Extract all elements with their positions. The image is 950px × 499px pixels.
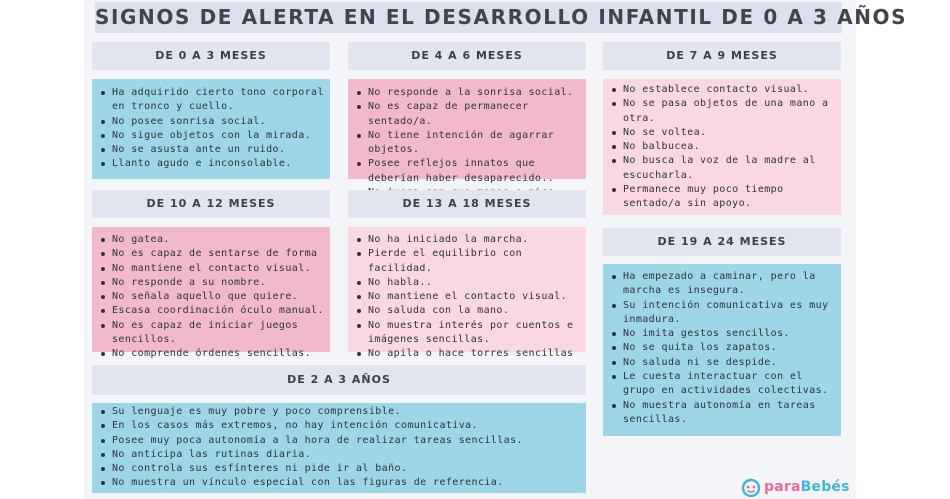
signs-list: [609, 270, 835, 427]
list-item: No tiene intención de agarrar objetos.: [354, 129, 580, 158]
list-item: No señala aquello que quiere.: [98, 290, 324, 304]
list-item: Posee reflejos innatos que deberían haber desaparecido..: [354, 157, 580, 186]
list-item: No apila o hace torres sencillas: [354, 347, 580, 361]
infographic-title: SIGNOS DE ALERTA EN EL DESARROLLO INFANTIL DE 0 A 3 AÑOS: [95, 5, 908, 29]
list-item: En los casos más extremos, no hay intención comunicativa.: [98, 419, 580, 433]
logo-text-para: para: [764, 479, 801, 495]
list-item: No saluda ni se despide.: [609, 356, 835, 370]
signs-list: [354, 233, 580, 362]
signs-list: [98, 86, 324, 172]
list-item: No ha iniciado la marcha.: [354, 233, 580, 247]
list-item: Escasa coordinación óculo manual.: [98, 304, 324, 318]
list-item: No es capaz de permanecer sentado/a.: [354, 100, 580, 129]
section-heading-19-24-meses: DE 19 A 24 MESES: [603, 228, 841, 256]
list-item: Llanto agudo e inconsolable.: [98, 157, 324, 171]
list-item: No muestra un vínculo especial con las figuras de referencia.: [98, 476, 580, 490]
list-item: No sigue objetos con la mirada.: [98, 129, 324, 143]
list-item: No establece contacto visual.: [609, 83, 835, 97]
list-item: Ha adquirido cierto tono corporal en tronco y cuello.: [98, 86, 324, 115]
list-item: No responde a su nombre.: [98, 276, 324, 290]
section-box-4-6-meses: [348, 79, 586, 184]
baby-face-logo-icon: [741, 477, 761, 497]
list-item: No balbucea.: [609, 140, 835, 154]
list-item: Ha empezado a caminar, pero la marcha es insegura.: [609, 270, 835, 299]
list-item: Pierde el equilibrio con facilidad.: [354, 247, 580, 276]
list-item: No responde a la sonrisa social.: [354, 86, 580, 100]
logo-text: [764, 479, 850, 495]
section-box-7-9-meses: [603, 79, 841, 215]
section-box-10-12-meses: [92, 227, 330, 360]
list-item: No mantiene el contacto visual.: [98, 262, 324, 276]
list-item: No anticipa las rutinas diaria.: [98, 448, 580, 462]
list-item: No se pasa objetos de una mano a otra.: [609, 97, 835, 126]
list-item: No comprende órdenes sencillas.: [98, 347, 324, 361]
section-heading-0-3-meses: DE 0 A 3 MESES: [92, 42, 330, 70]
signs-list: [354, 86, 580, 200]
list-item: No se quita los zapatos.: [609, 341, 835, 355]
list-item: Permanece muy poco tiempo sentado/a sin apoyo.: [609, 183, 835, 212]
list-item: No es capaz de iniciar juegos sencillos.: [98, 319, 324, 348]
section-heading-10-12-meses: DE 10 A 12 MESES: [92, 190, 330, 218]
list-item: No posee sonrisa social.: [98, 115, 324, 129]
section-box-0-3-meses: [92, 79, 330, 179]
list-item: No mantiene el contacto visual.: [354, 290, 580, 304]
section-heading-13-18-meses: DE 13 A 18 MESES: [348, 190, 586, 218]
section-box-19-24-meses: [603, 264, 841, 436]
parabebes-logo: [741, 477, 851, 497]
list-item: No muestra autonomía en tareas sencillas.: [609, 399, 835, 428]
list-item: Su intención comunicativa es muy inmadura.: [609, 299, 835, 328]
section-box-2-3-anos: [92, 403, 586, 493]
section-heading-4-6-meses: DE 4 A 6 MESES: [348, 42, 586, 70]
section-heading-7-9-meses: DE 7 A 9 MESES: [603, 42, 841, 70]
list-item: No gatea.: [98, 233, 324, 247]
list-item: No busca la voz de la madre al escucharla.: [609, 154, 835, 183]
signs-list: [609, 83, 835, 212]
list-item: No muestra interés por cuentos e imágenes sencillas.: [354, 319, 580, 348]
section-box-13-18-meses: [348, 227, 586, 360]
list-item: Su lenguaje es muy pobre y poco comprensible.: [98, 405, 580, 419]
list-item: No controla sus esfínteres ni pide ir al baño.: [98, 462, 580, 476]
list-item: No es capaz de sentarse de forma: [98, 247, 324, 261]
list-item: No saluda con la mano.: [354, 304, 580, 318]
section-heading-2-3-anos: DE 2 A 3 AÑOS: [92, 365, 586, 395]
logo-text-bebes: Bebés: [800, 479, 850, 495]
list-item: Le cuesta interactuar con el grupo en actividades colectivas.: [609, 370, 835, 399]
list-item: No se voltea.: [609, 126, 835, 140]
list-item: Posee muy poca autonomía a la hora de realizar tareas sencillas.: [98, 434, 580, 448]
signs-list: [98, 405, 580, 491]
list-item: No imita gestos sencillos.: [609, 327, 835, 341]
signs-list: [98, 233, 324, 362]
list-item: No se asusta ante un ruido.: [98, 143, 324, 157]
list-item: No habla..: [354, 276, 580, 290]
